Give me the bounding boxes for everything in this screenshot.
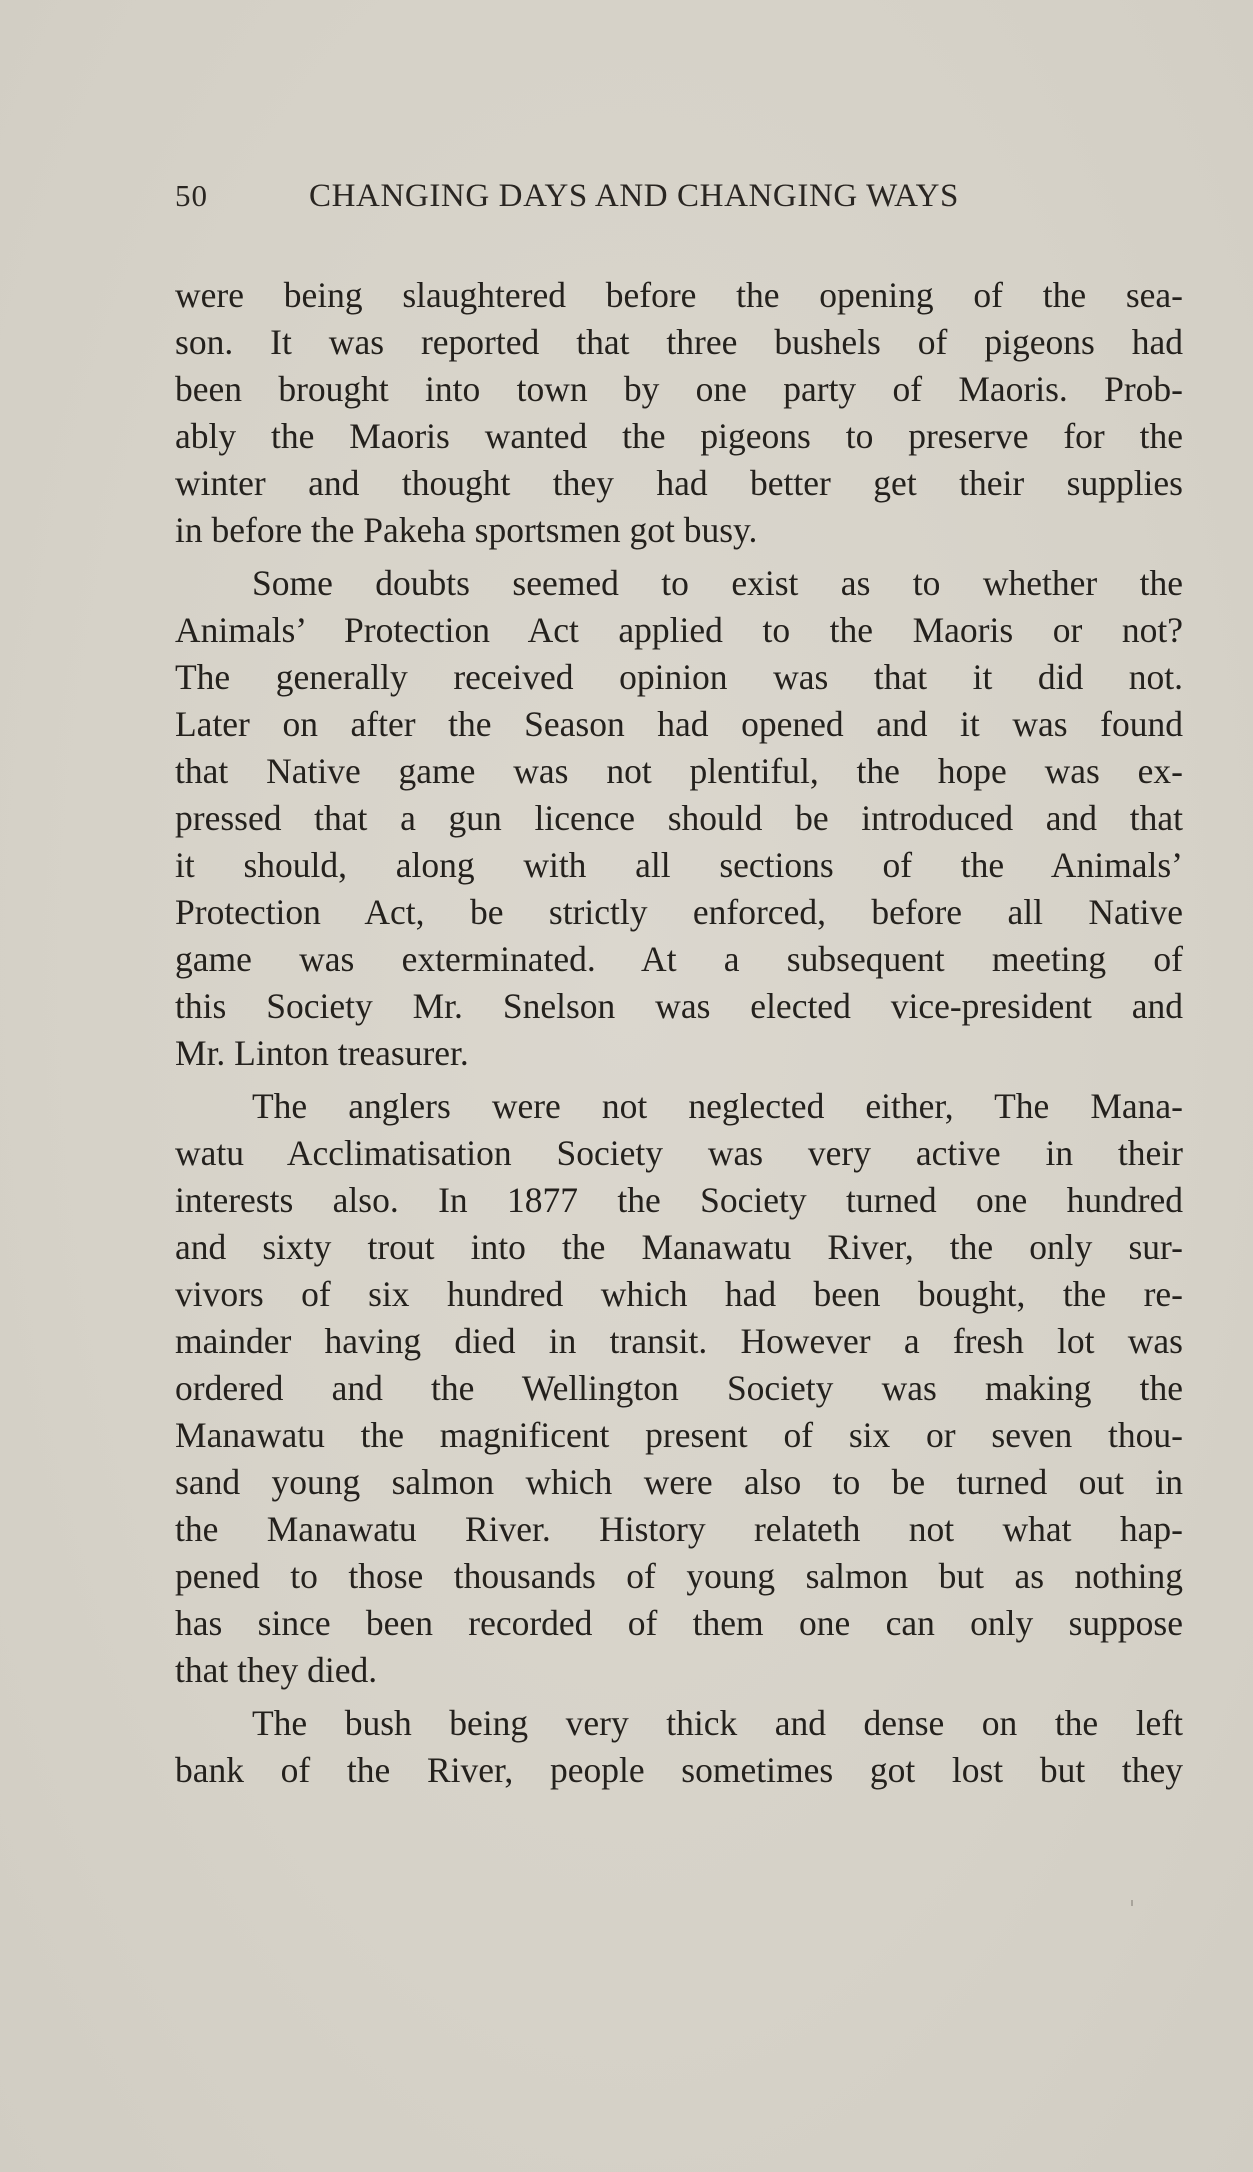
paragraph-3 [175, 1083, 1183, 1694]
text-line: that they died. [175, 1650, 378, 1690]
paper-speck [1131, 1900, 1133, 1906]
text-line: Some doubts seemed to exist as to whether the [252, 563, 1183, 603]
text-line: and sixty trout into the Manawatu River, the only sur- [175, 1227, 1183, 1267]
text-line: pressed that a gun licence should be introduced and that [175, 798, 1183, 838]
text-line: son. It was reported that three bushels of pigeons had [175, 322, 1183, 362]
text-line: Later on after the Season had opened and it was found [175, 704, 1183, 744]
page-number: 50 [175, 178, 208, 213]
text-line: Animals’ Protection Act applied to the Maoris or not? [175, 610, 1183, 650]
text-line: watu Acclimatisation Society was very active in their [175, 1133, 1183, 1173]
text-line: game was exterminated. At a subsequent meeting of [175, 939, 1183, 979]
text-line: bank of the River, people sometimes got lost but they [175, 1750, 1183, 1790]
text-line: the Manawatu River. History relateth not what hap- [175, 1509, 1183, 1549]
text-line: mainder having died in transit. However a fresh lot was [175, 1321, 1183, 1361]
text-line: winter and thought they had better get their supplies [175, 463, 1183, 503]
text-line: this Society Mr. Snelson was elected vice-president and [175, 986, 1183, 1026]
text-line: Mr. Linton treasurer. [175, 1033, 469, 1073]
paragraph-2 [175, 560, 1183, 1077]
text-line: were being slaughtered before the opening of the sea- [175, 275, 1183, 315]
text-line: ordered and the Wellington Society was making the [175, 1368, 1183, 1408]
running-head [175, 178, 1065, 228]
running-title: CHANGING DAYS AND CHANGING WAYS [309, 178, 959, 214]
text-line: ably the Maoris wanted the pigeons to preserve for the [175, 416, 1183, 456]
paragraph-1 [175, 272, 1183, 554]
text-line: The anglers were not neglected either, The Mana- [252, 1086, 1183, 1126]
text-line: The generally received opinion was that it did not. [175, 657, 1183, 697]
text-line: The bush being very thick and dense on the left [252, 1703, 1183, 1743]
text-line: has since been recorded of them one can only suppose [175, 1603, 1183, 1643]
body-text [175, 272, 1183, 1794]
text-line: it should, along with all sections of the Animals’ [175, 845, 1183, 885]
text-line: interests also. In 1877 the Society turned one hundred [175, 1180, 1183, 1220]
text-line: Protection Act, be strictly enforced, before all Native [175, 892, 1183, 932]
text-line: that Native game was not plentiful, the hope was ex- [175, 751, 1183, 791]
text-line: sand young salmon which were also to be turned out in [175, 1462, 1183, 1502]
text-line: pened to those thousands of young salmon but as nothing [175, 1556, 1183, 1596]
text-line: vivors of six hundred which had been bought, the re- [175, 1274, 1183, 1314]
paragraph-4 [175, 1700, 1183, 1794]
text-line: Manawatu the magnificent present of six or seven thou- [175, 1415, 1183, 1455]
text-line: been brought into town by one party of Maoris. Prob- [175, 369, 1183, 409]
text-line: in before the Pakeha sportsmen got busy. [175, 510, 758, 550]
